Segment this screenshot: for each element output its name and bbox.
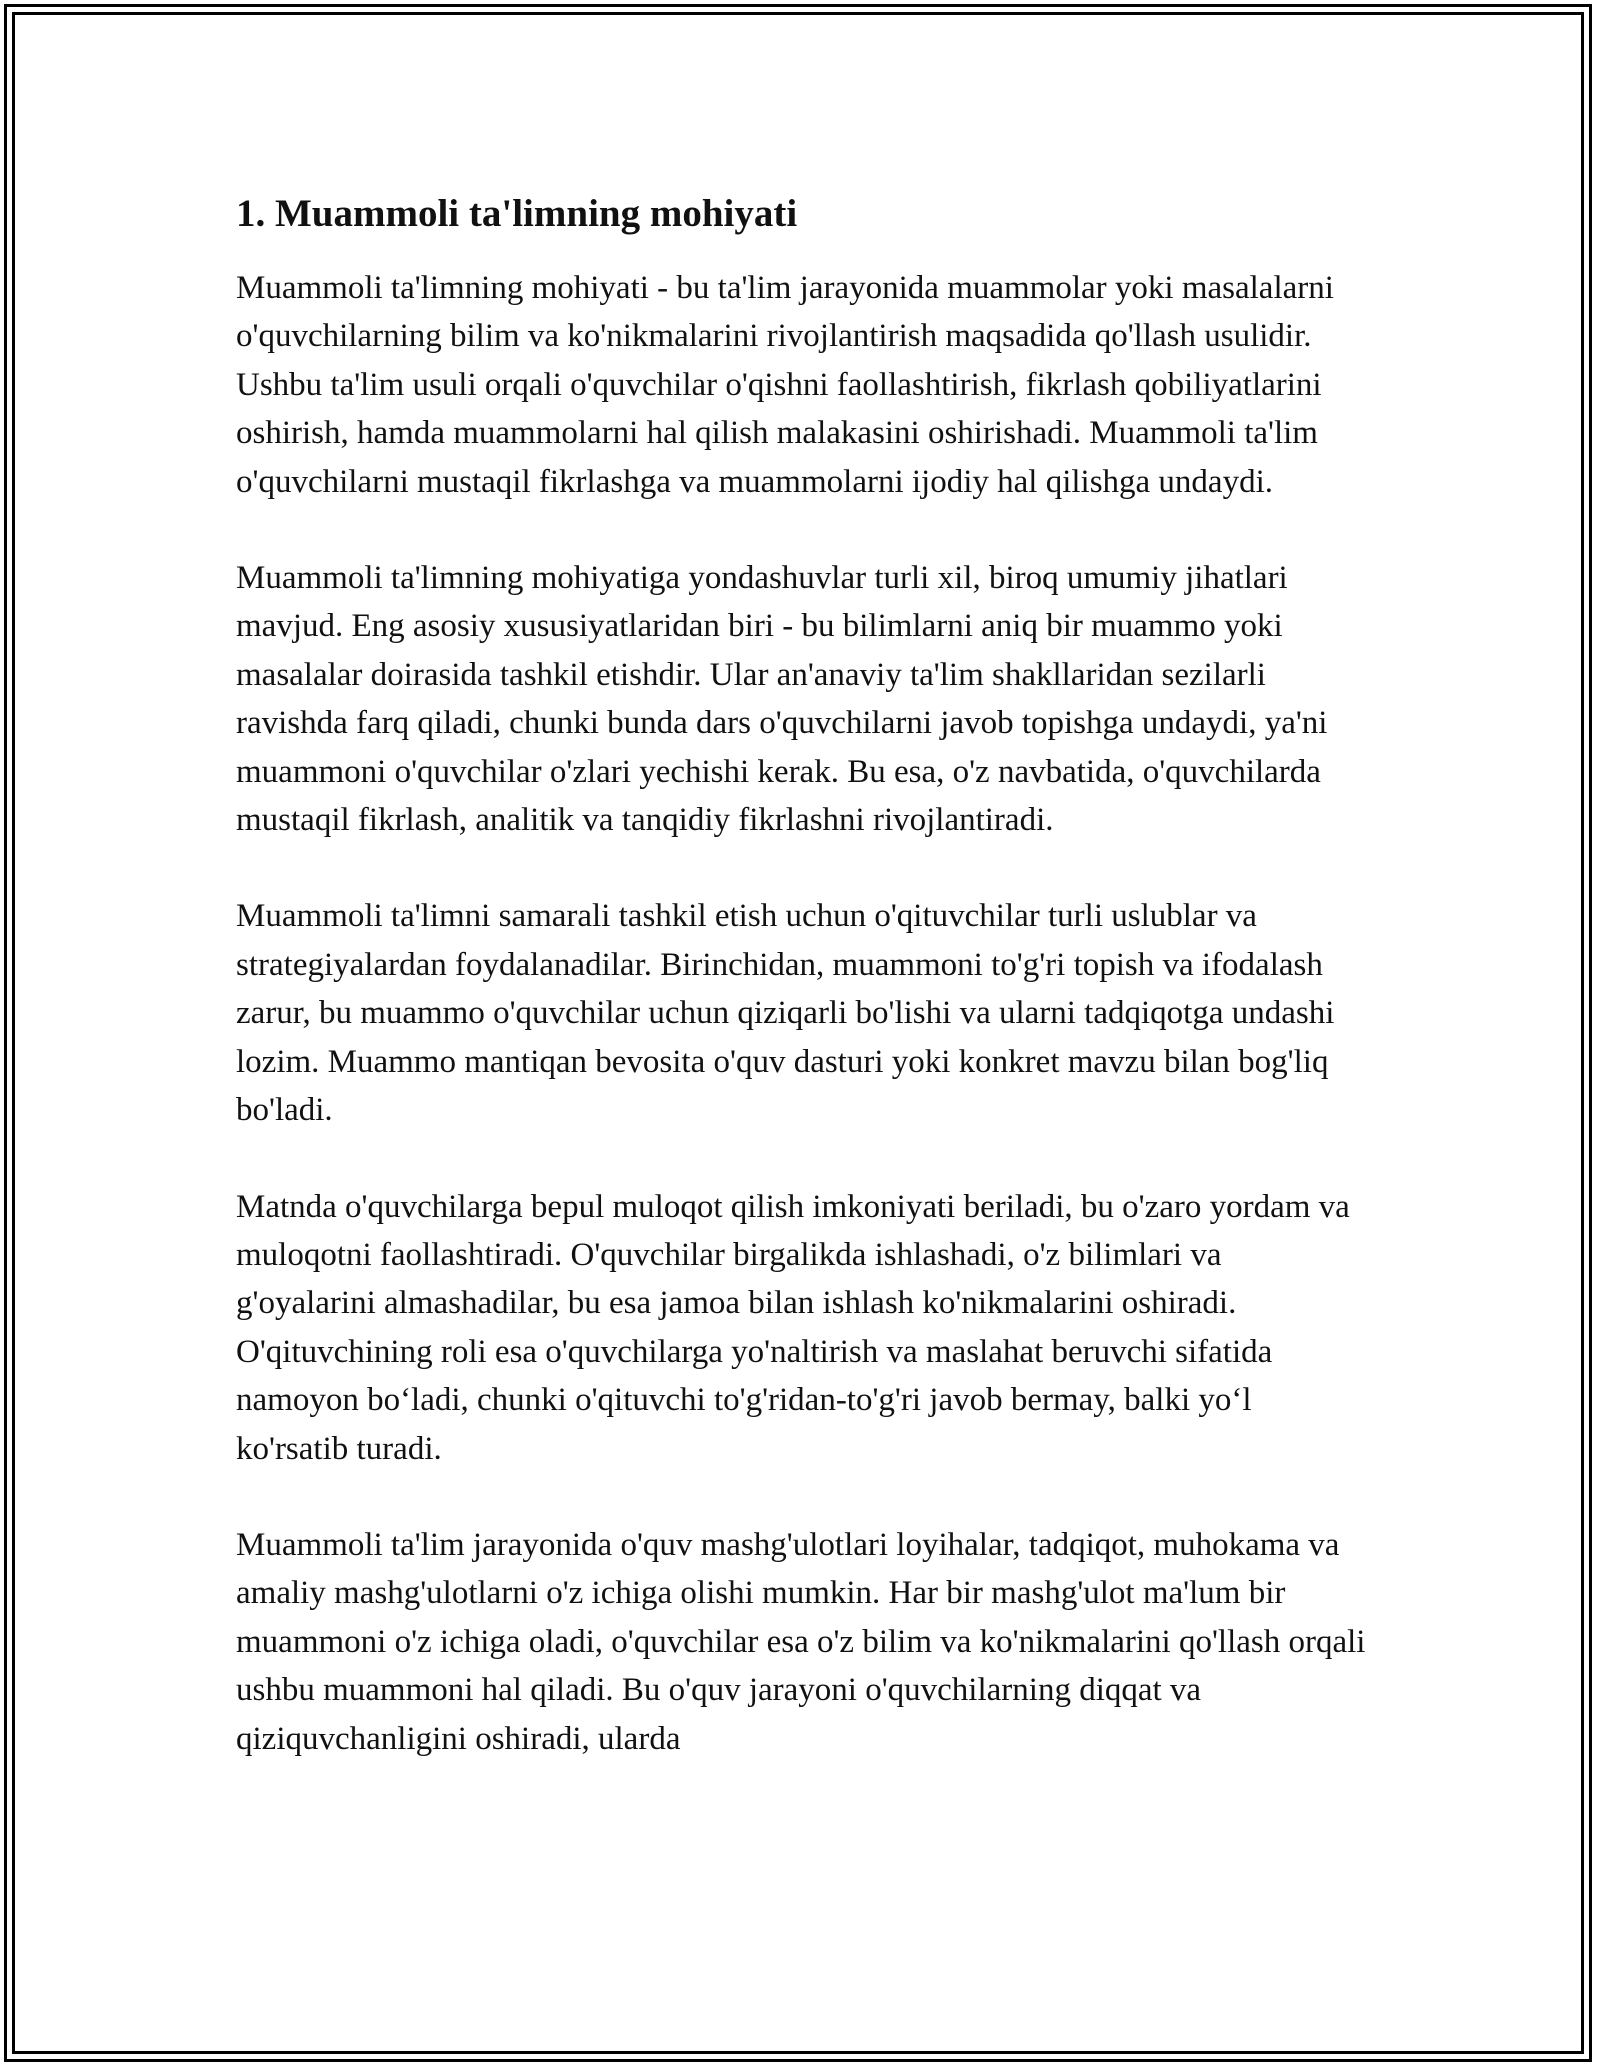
paragraph-5: Muammoli ta'lim jarayonida o'quv mashg'ulotlari loyihalar, tadqiqot, muhokama va amaliy mashg'ulotlarni o'z ichiga olishi mumkin. Har bir mashg'ulot ma'lum bir muammoni o'z ichiga oladi, o'quvchilar esa o'z bilim va ko'nikmalarini qo'llash orqali ushbu muammoni hal qiladi. Bu o'quv jarayoni o'quvchilarning diqqat va qiziquvchanligini oshiradi, ularda [236, 1526, 1366, 1757]
paragraph-3: Muammoli ta'limni samarali tashkil etish uchun o'qituvchilar turli uslublar va strategiyalardan foydalanadilar. Birinchidan, muammoni to'g'ri topish va ifodalash zarur, bu muammo o'quvchilar uchun qiziqarli bo'lishi va ularni tadqiqotga undashi lozim. Muammo mantiqan bevosita o'quv dasturi yoki konkret mavzu bilan bog'liq bo'ladi. [236, 898, 1335, 1129]
paragraph-4: Matnda o'quvchilarga bepul muloqot qilish imkoniyati beriladi, bu o'zaro yordam va muloqotni faollashtiradi. O'quvchilar birgalikda ishlashadi, o'z bilimlari va g'oyalarini almashadilar, bu esa jamoa bilan ishlash ko'nikmalarini oshiradi. O'qituvchining roli esa o'quvchilarga yo'naltirish va maslahat beruvchi sifatida namoyon bo‘ladi, chunki o'qituvchi to'g'ridan-to'g'ri javob bermay, balki yo‘l ko'rsatib turadi. [236, 1188, 1350, 1467]
document-body [236, 188, 1366, 1811]
section-heading: 1. Muammoli ta'limning mohiyati [236, 192, 798, 235]
paragraph-2: Muammoli ta'limning mohiyatiga yondashuvlar turli xil, biroq umumiy jihatlari mavjud. Eng asosiy xususiyatlaridan biri - bu bilimlarni aniq bir muammo yoki masalalar doirasida tashkil etishdir. Ular an'anaviy ta'lim shakllaridan sezilarli ravishda farq qiladi, chunki bunda dars o'quvchilarni javob topishga undaydi, ya'ni muammoni o'quvchilar o'zlari yechishi kerak. Bu esa, o'z navbatida, o'quvchilarda mustaqil fikrlash, analitik va tanqidiy fikrlashni rivojlantiradi. [236, 560, 1328, 839]
paragraph-1: Muammoli ta'limning mohiyati - bu ta'lim jarayonida muammolar yoki masalalarni o'quvchilarning bilim va ko'nikmalarini rivojlantirish maqsadida qo'llash usulidir. Ushbu ta'lim usuli orqali o'quvchilar o'qishni faollashtirish, fikrlash qobiliyatlarini oshirish, hamda muammolarni hal qilish malakasini oshirishadi. Muammoli ta'lim o'quvchilarni mustaqil fikrlashga va muammolarni ijodiy hal qilishga undaydi. [236, 270, 1334, 500]
